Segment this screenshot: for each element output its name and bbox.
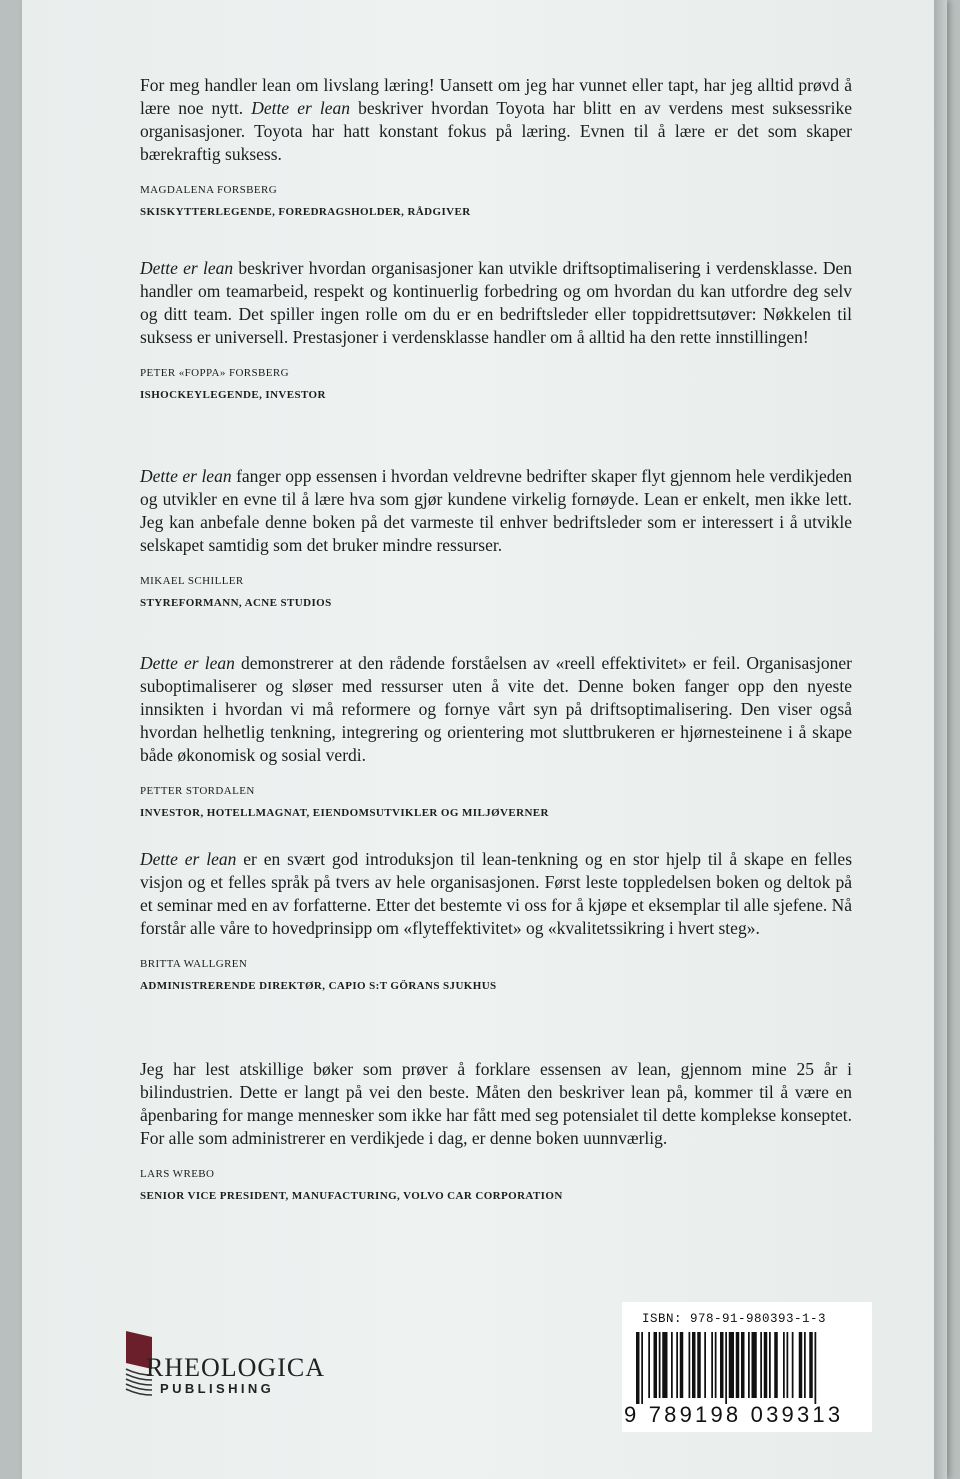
cover-edge [934, 0, 947, 1479]
publisher-name: RHEOLOGICA [146, 1353, 325, 1382]
quote-text: Jeg har lest atskillige bøker som prøver å forklare essensen av lean, gjennom mine 25 år i bilindustrien. Dette er langt på vei den beste. Måten den beskriver lean på, kommer til å være en åpenbaring for mange mennesker som ikke har fått med seg potensialet til dette komplekse konseptet. For alle som administrerer en verdikjede i dag, er denne boken uunnværlig. [140, 1059, 852, 1148]
quote-text: For meg handler lean om livslang læring! Uansett om jeg har vunnet eller tapt, har jeg alltid prøvd å lære noe nytt. Dette er lean beskriver hvordan Toyota har blitt en av verdens mest suksessrike organisasjoner. Toyota har hatt konstant fokus på læring. Evnen til å lære er det som skaper bærekraftig suksess. [140, 75, 853, 164]
quote-block-3 [140, 465, 852, 614]
attribution [140, 570, 852, 614]
attribution-name: PETTER STORDALEN [140, 785, 255, 797]
barcode-icon [636, 1332, 864, 1404]
attribution [140, 179, 852, 223]
isbn-barcode [622, 1302, 872, 1432]
quote-text: Dette er lean fanger opp essensen i hvordan veldrevne bedrifter skaper flyt gjennom hele verdikjeden og utvikler en evne til å lære hva som gjør kundene virkelig fornøyde. Lean er enkelt, men ikke lett. Jeg kan anbefale denne boken på det varmeste til enhver bedriftsleder som er interessert i å utvikle selskapet samtidig som det bruker mindre ressurser. [140, 466, 852, 555]
quote-block-4 [140, 652, 852, 824]
attribution-name: BRITTA WALLGREN [140, 958, 248, 970]
attribution [140, 953, 852, 997]
isbn-digits: 9 789198 039313 [624, 1402, 844, 1427]
attribution [140, 780, 852, 824]
attribution-role: SKISKYTTERLEGENDE, FOREDRAGSHOLDER, RÅDGIVER [140, 206, 471, 218]
attribution [140, 362, 852, 406]
attribution-name: MIKAEL SCHILLER [140, 575, 244, 587]
quote-text: Dette er lean er en svært god introduksjon til lean-tenkning og en stor hjelp til å skape en felles visjon og et felles språk på tvers av hele organisasjonen. Først leste toppledelsen boken og deltok på et seminar med en av forfatterne. Etter det bestemte vi oss for å kjøpe et eksemplar til alle sjefene. Nå forstår alle våre to hovedprinsipp om «flyteffektivitet» og «kvalitetssikring i hvert steg». [140, 849, 853, 938]
book-back-cover [22, 0, 947, 1479]
publisher-subtitle: PUBLISHING [160, 1381, 275, 1396]
quote-block-6 [140, 1058, 852, 1207]
publisher-logo [124, 1329, 354, 1399]
attribution-role: ADMINISTRERENDE DIREKTØR, CAPIO S:T GÖRANS SJUKHUS [140, 980, 497, 992]
quote-block-2 [140, 257, 852, 406]
attribution-role: ISHOCKEYLEGENDE, INVESTOR [140, 389, 326, 401]
attribution-role: STYREFORMANN, ACNE STUDIOS [140, 597, 332, 609]
quote-block-5 [140, 848, 852, 997]
attribution-name: PETER «FOPPA» FORSBERG [140, 367, 289, 379]
isbn-label: ISBN: 978-91-980393-1-3 [642, 1312, 827, 1326]
quote-block-1 [140, 74, 852, 223]
attribution-role: INVESTOR, HOTELLMAGNAT, EIENDOMSUTVIKLER OG MILJØVERNER [140, 807, 549, 819]
attribution-name: LARS WREBO [140, 1168, 215, 1180]
attribution-name: MAGDALENA FORSBERG [140, 184, 278, 196]
quote-text: Dette er lean beskriver hvordan organisasjoner kan utvikle driftsoptimalisering i verdensklasse. Den handler om teamarbeid, respekt og kontinuerlig forbedring og om hvordan du kan utfordre deg selv og ditt team. Det spiller ingen rolle om du er en bedriftsleder eller toppidrettsutøver: Nøkkelen til suksess er universell. Prestasjoner i verdensklasse handler om å alltid ha den rette innstillingen! [140, 258, 853, 347]
attribution-role: SENIOR VICE PRESIDENT, MANUFACTURING, VOLVO CAR CORPORATION [140, 1190, 563, 1202]
quote-text: Dette er lean demonstrerer at den rådende forståelsen av «reell effektivitet» er feil. Organisasjoner suboptimaliserer og sløser med ressurser uten å vite det. Denne boken fanger opp den nyeste innsikten i hvordan vi må reformere og fornye vårt syn på driftsoptimalisering. Den viser også hvordan helhetlig tenkning, integrering og orientering mot sluttbrukeren er hjørnesteinene i å skape både økonomisk og sosial verdi. [140, 653, 852, 765]
attribution [140, 1163, 852, 1207]
